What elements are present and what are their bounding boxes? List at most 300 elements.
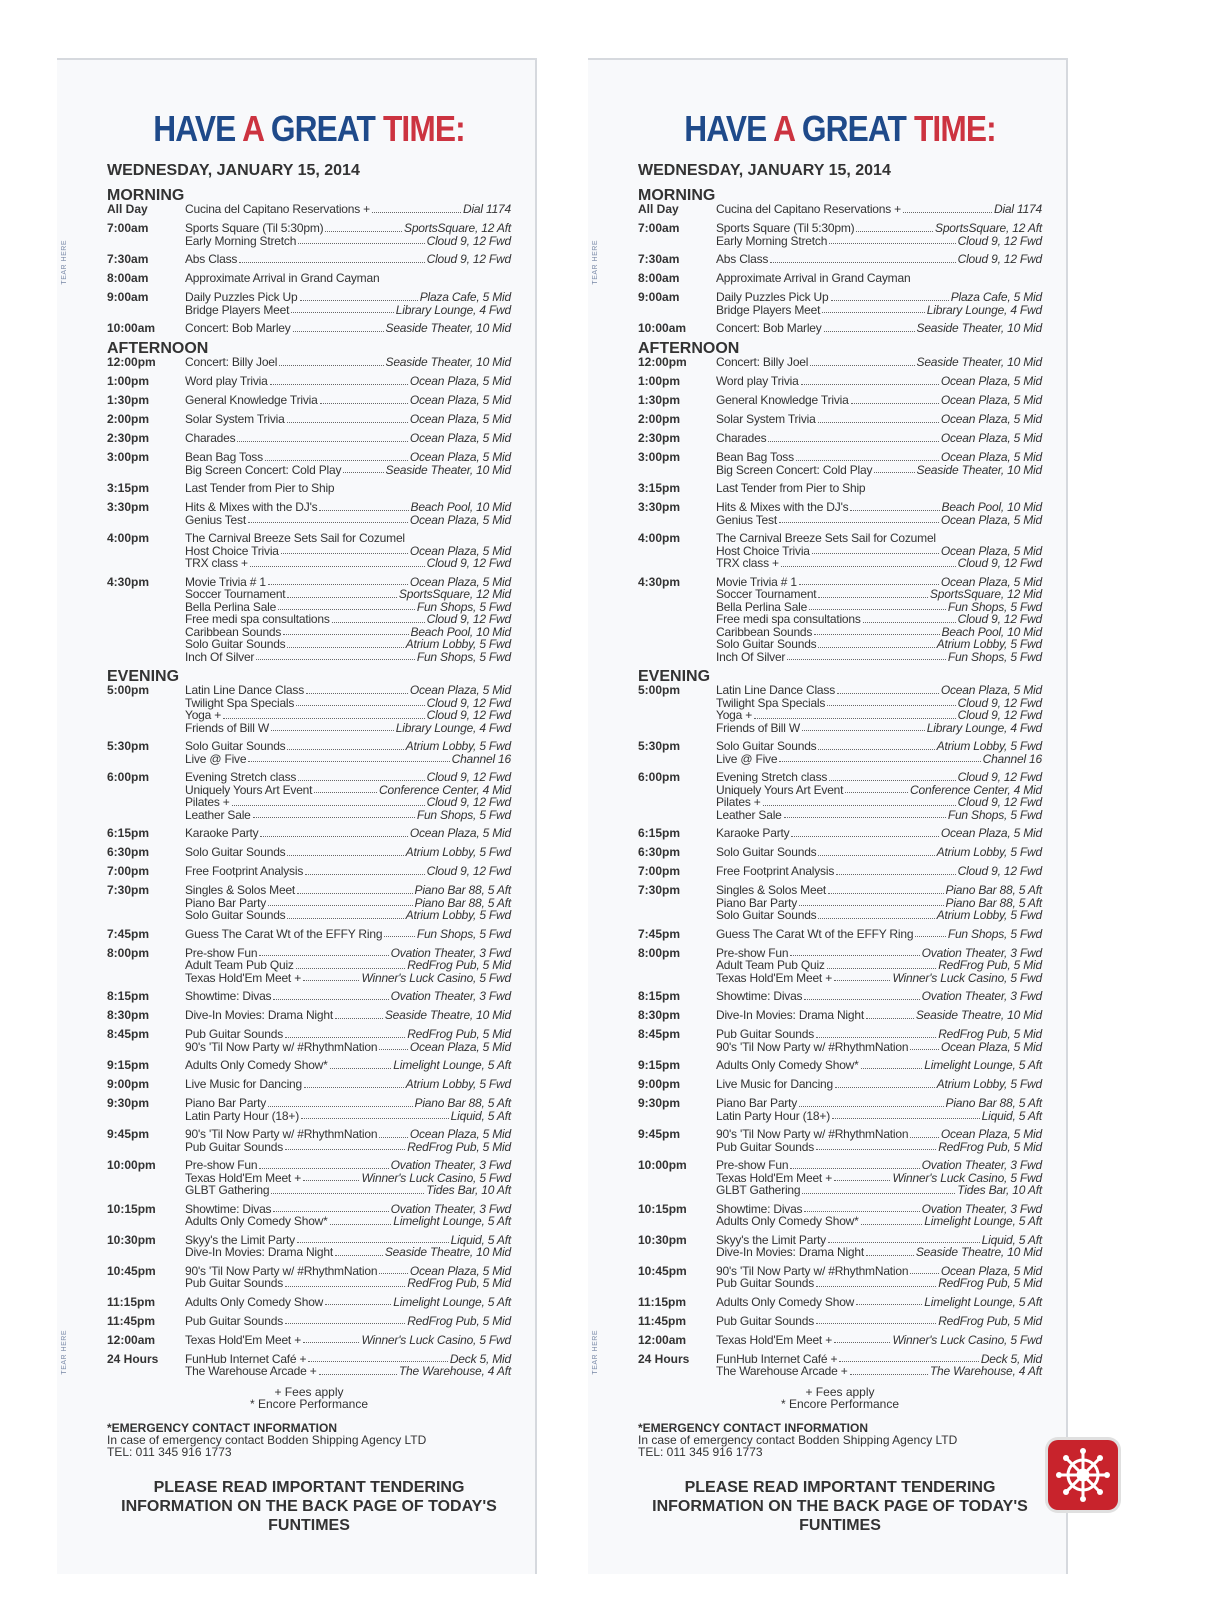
event-name: FunHub Internet Café + xyxy=(185,1351,307,1366)
schedule-row xyxy=(638,451,1042,476)
event-name: Live Music for Dancing xyxy=(185,1077,302,1091)
event-location: Ovation Theater, 3 Fwd xyxy=(921,1201,1042,1216)
dot-leader xyxy=(866,1009,914,1019)
event-location: Ovation Theater, 3 Fwd xyxy=(390,1201,511,1216)
dot-leader xyxy=(802,722,925,732)
event-time: 10:00am xyxy=(107,321,156,335)
event-entry xyxy=(185,394,511,407)
event-name: GLBT Gathering xyxy=(185,1183,270,1197)
event-time: 9:15pm xyxy=(638,1058,681,1072)
footnotes xyxy=(107,1386,511,1410)
event-location: Ocean Plaza, 5 Mid xyxy=(940,574,1042,589)
event-location: Limelight Lounge, 5 Aft xyxy=(924,1294,1042,1309)
tendering-line: INFORMATION ON THE BACK PAGE OF TODAY'S xyxy=(121,1497,497,1515)
dot-leader xyxy=(335,1009,383,1019)
event-entry xyxy=(185,972,511,985)
event-list xyxy=(716,771,1042,821)
schedule-row xyxy=(638,1265,1042,1290)
dot-leader xyxy=(237,432,407,442)
dot-leader xyxy=(270,375,408,385)
event-time: 9:00pm xyxy=(638,1077,681,1091)
event-entry xyxy=(185,884,511,897)
event-name: Word play Trivia xyxy=(716,374,799,388)
event-name: Texas Hold'Em Meet + xyxy=(185,1332,302,1347)
event-time: 8:00am xyxy=(638,271,680,285)
title-word: A xyxy=(773,108,794,149)
event-time: 10:45pm xyxy=(107,1263,156,1278)
dot-leader xyxy=(283,626,408,636)
event-name: Singles & Solos Meet xyxy=(185,883,296,897)
event-time: 3:00pm xyxy=(638,450,681,464)
event-list xyxy=(716,865,1042,878)
event-list xyxy=(185,203,511,216)
event-name: Bella Perlina Sale xyxy=(716,599,808,614)
event-entry xyxy=(185,413,511,426)
event-entry xyxy=(185,272,511,285)
event-location: Fun Shops, 5 Fwd xyxy=(947,649,1042,664)
event-name: Adult Team Pub Quiz xyxy=(185,958,294,972)
schedule-row xyxy=(107,375,511,388)
event-location: Cloud 9, 12 Fwd xyxy=(426,708,511,722)
event-location: Cloud 9, 12 Fwd xyxy=(426,795,511,809)
event-name: Piano Bar Party xyxy=(716,1096,798,1110)
event-entry xyxy=(185,990,511,1003)
dot-leader xyxy=(784,809,946,819)
event-time: 8:45pm xyxy=(107,1027,150,1041)
event-entry xyxy=(185,375,511,388)
event-list xyxy=(185,740,511,765)
event-name: Pre-show Fun xyxy=(716,1158,789,1172)
event-location: Cloud 9, 12 Fwd xyxy=(426,233,511,248)
dot-leader xyxy=(301,1110,449,1120)
event-time: 1:00pm xyxy=(107,374,150,388)
event-location: Ocean Plaza, 5 Mid xyxy=(409,412,511,426)
dot-leader xyxy=(285,1315,405,1325)
dot-leader xyxy=(814,626,939,636)
dot-leader xyxy=(779,514,939,524)
event-entry xyxy=(716,1128,1042,1141)
event-name: Solo Guitar Sounds xyxy=(716,739,817,753)
event-list xyxy=(185,1159,511,1197)
event-name: Latin Party Hour (18+) xyxy=(185,1108,299,1123)
event-entry xyxy=(716,722,1042,735)
dot-leader xyxy=(799,1097,943,1107)
event-time: 5:00pm xyxy=(107,683,150,697)
dot-leader xyxy=(325,1296,391,1306)
event-location: Ocean Plaza, 5 Mid xyxy=(940,374,1042,388)
event-name: Last Tender from Pier to Ship xyxy=(716,481,866,495)
schedule-row xyxy=(638,1159,1042,1197)
event-location: Cloud 9, 12 Fwd xyxy=(957,708,1042,722)
event-time: 9:45pm xyxy=(107,1127,150,1141)
dot-leader xyxy=(296,959,405,969)
event-entry xyxy=(185,203,511,216)
event-name: Live @ Five xyxy=(716,751,778,766)
emergency-contact xyxy=(107,1422,511,1458)
event-list xyxy=(185,222,511,247)
dot-leader xyxy=(816,1315,936,1325)
dot-leader xyxy=(296,697,424,707)
event-location: Limelight Lounge, 5 Aft xyxy=(924,1058,1042,1072)
event-list xyxy=(185,1334,511,1347)
schedule-row xyxy=(107,413,511,426)
event-location: Winner's Luck Casino, 5 Fwd xyxy=(892,970,1042,985)
event-list xyxy=(185,1078,511,1091)
event-location: Atrium Lobby, 5 Fwd xyxy=(936,908,1042,922)
schedule-row xyxy=(107,322,511,335)
event-list xyxy=(716,1315,1042,1328)
dot-leader xyxy=(910,1041,939,1051)
schedule-row xyxy=(638,1097,1042,1122)
schedule-row xyxy=(638,291,1042,316)
event-entry xyxy=(716,322,1042,335)
event-entry xyxy=(716,203,1042,216)
event-time: 24 Hours xyxy=(638,1351,690,1366)
schedule-row xyxy=(638,884,1042,922)
event-entry xyxy=(185,1110,511,1123)
event-entry xyxy=(716,796,1042,809)
event-entry xyxy=(716,928,1042,941)
schedule-row xyxy=(107,1128,511,1153)
dot-leader xyxy=(303,972,359,982)
event-time: 2:00pm xyxy=(638,412,681,426)
event-location: Ocean Plaza, 5 Mid xyxy=(940,1039,1042,1054)
event-name: Karaoke Party xyxy=(716,826,790,840)
event-name: FunHub Internet Café + xyxy=(716,1351,838,1366)
tear-here-label: TEAR HERE xyxy=(61,240,68,285)
event-name: General Knowledge Trivia xyxy=(185,393,318,407)
event-time: 3:30pm xyxy=(638,500,681,514)
tendering-line: PLEASE READ IMPORTANT TENDERING xyxy=(684,1478,996,1496)
schedule-panel-left xyxy=(57,58,537,1574)
event-location: Limelight Lounge, 5 Aft xyxy=(393,1294,511,1309)
dot-leader xyxy=(834,972,890,982)
event-name: Host Choice Trivia xyxy=(716,543,810,558)
event-entry xyxy=(716,638,1042,651)
schedule-row xyxy=(638,322,1042,335)
dot-leader xyxy=(768,432,938,442)
event-time: 3:15pm xyxy=(107,481,150,495)
event-location: Dial 1174 xyxy=(462,202,511,216)
dot-leader xyxy=(223,709,425,719)
event-name: Movie Trivia # 1 xyxy=(716,574,797,589)
event-time: 4:30pm xyxy=(638,574,681,589)
event-list xyxy=(185,501,511,526)
event-entry xyxy=(185,740,511,753)
dot-leader xyxy=(824,322,915,332)
schedule-row xyxy=(107,1009,511,1022)
event-entry xyxy=(716,990,1042,1003)
event-time: 9:00am xyxy=(638,290,680,304)
dot-leader xyxy=(335,1246,383,1256)
event-entry xyxy=(185,1315,511,1328)
dot-leader xyxy=(818,909,934,919)
event-list xyxy=(185,532,511,570)
event-location: Ocean Plaza, 5 Mid xyxy=(940,431,1042,445)
event-list xyxy=(185,1028,511,1053)
event-entry xyxy=(185,959,511,972)
event-time: 6:15pm xyxy=(107,826,150,840)
schedule-row xyxy=(638,1009,1042,1022)
tendering-notice xyxy=(107,1478,511,1535)
event-location: Winner's Luck Casino, 5 Fwd xyxy=(361,1332,511,1347)
dot-leader xyxy=(287,846,403,856)
event-time: 6:00pm xyxy=(638,770,681,784)
event-location: Conference Center, 4 Mid xyxy=(379,782,511,797)
dot-leader xyxy=(863,613,956,623)
event-time: 2:00pm xyxy=(107,412,150,426)
dot-leader xyxy=(303,1172,359,1182)
dot-leader xyxy=(754,709,956,719)
dot-leader xyxy=(305,865,424,875)
event-name: Word play Trivia xyxy=(185,374,268,388)
event-name: Showtime: Divas xyxy=(185,1201,272,1216)
event-location: Cloud 9, 12 Fwd xyxy=(426,770,511,784)
event-location: SportsSquare, 12 Mid xyxy=(929,587,1042,601)
event-name: Solo Guitar Sounds xyxy=(716,908,817,922)
event-name: Adults Only Comedy Show* xyxy=(185,1058,328,1072)
dot-leader xyxy=(818,846,934,856)
schedule-row xyxy=(638,222,1042,247)
dot-leader xyxy=(836,865,955,875)
event-name: Texas Hold'Em Meet + xyxy=(716,1170,833,1185)
event-name: Bean Bag Toss xyxy=(716,450,794,464)
event-name: Piano Bar Party xyxy=(185,1096,267,1110)
event-name: Charades xyxy=(185,431,236,445)
dot-leader xyxy=(829,235,955,245)
schedule-row xyxy=(107,1059,511,1072)
event-time: 8:30pm xyxy=(107,1008,150,1022)
dot-leader xyxy=(822,304,925,314)
event-name: Solo Guitar Sounds xyxy=(185,739,286,753)
event-time: 3:15pm xyxy=(638,481,681,495)
event-name: Solo Guitar Sounds xyxy=(185,908,286,922)
event-time: 7:30pm xyxy=(107,883,150,897)
dot-leader xyxy=(839,1353,979,1363)
event-list xyxy=(716,356,1042,369)
event-name: The Warehouse Arcade + xyxy=(716,1364,848,1378)
schedule-row xyxy=(638,253,1042,266)
event-name: Pilates + xyxy=(716,795,761,809)
event-entry xyxy=(716,959,1042,972)
event-location: RedFrog Pub, 5 Mid xyxy=(938,1139,1042,1154)
schedule-row xyxy=(638,1296,1042,1309)
event-list xyxy=(185,1265,511,1290)
dot-leader xyxy=(268,1097,412,1107)
dot-leader xyxy=(791,827,938,837)
event-name: Yoga + xyxy=(185,708,222,722)
event-location: Ocean Plaza, 5 Mid xyxy=(409,826,511,840)
schedule-content xyxy=(638,108,1042,1535)
event-name: Sports Square (Til 5:30pm) xyxy=(716,221,855,235)
schedule-row xyxy=(638,576,1042,664)
event-list xyxy=(716,1059,1042,1072)
event-entry xyxy=(716,809,1042,822)
event-location: Ocean Plaza, 5 Mid xyxy=(409,1127,511,1141)
event-list xyxy=(716,827,1042,840)
dot-leader xyxy=(300,291,418,301)
event-list xyxy=(185,1009,511,1022)
event-name: Host Choice Trivia xyxy=(185,543,279,558)
event-entry xyxy=(185,588,511,601)
event-list xyxy=(716,1296,1042,1309)
dot-leader xyxy=(781,557,956,567)
event-entry xyxy=(185,291,511,304)
event-list xyxy=(716,1028,1042,1053)
event-list xyxy=(716,413,1042,426)
event-entry xyxy=(185,356,511,369)
event-list xyxy=(716,1203,1042,1228)
dot-leader xyxy=(828,884,943,894)
section-heading: AFTERNOON xyxy=(638,340,740,357)
schedule-row xyxy=(107,684,511,734)
event-location: Limelight Lounge, 5 Aft xyxy=(924,1214,1042,1228)
event-list xyxy=(716,884,1042,922)
event-name: The Carnival Breeze Sets Sail for Cozumel xyxy=(185,531,405,545)
tendering-line: INFORMATION ON THE BACK PAGE OF TODAY'S xyxy=(652,1497,1028,1515)
event-entry xyxy=(185,304,511,317)
event-entry xyxy=(185,638,511,651)
event-time: 11:45pm xyxy=(107,1313,156,1328)
schedule-row xyxy=(107,1159,511,1197)
event-name: Leather Sale xyxy=(185,807,251,822)
dot-leader xyxy=(384,928,415,938)
title-word: TIME: xyxy=(913,108,996,149)
event-list xyxy=(716,394,1042,407)
event-name: Adults Only Comedy Show* xyxy=(716,1058,859,1072)
event-name: TRX class + xyxy=(716,556,779,570)
schedule-row xyxy=(638,947,1042,985)
event-entry xyxy=(185,928,511,941)
event-list xyxy=(716,203,1042,216)
event-entry xyxy=(716,253,1042,266)
encore-note: * Encore Performance xyxy=(249,1396,369,1411)
tendering-line: FUNTIMES xyxy=(799,1516,881,1534)
event-entry xyxy=(185,1365,511,1378)
event-entry xyxy=(185,235,511,248)
dot-leader xyxy=(799,897,943,907)
event-entry xyxy=(185,451,511,464)
event-location: Library Lounge, 4 Fwd xyxy=(926,720,1042,735)
event-location: Plaza Cafe, 5 Mid xyxy=(419,290,511,304)
event-name: Big Screen Concert: Cold Play xyxy=(716,462,873,477)
event-location: RedFrog Pub, 5 Mid xyxy=(407,1139,511,1154)
event-location: SportsSquare, 12 Aft xyxy=(935,221,1042,235)
schedule-row xyxy=(107,451,511,476)
event-location: Cloud 9, 12 Fwd xyxy=(957,233,1042,248)
dot-leader xyxy=(827,959,936,969)
event-name: Bella Perlina Sale xyxy=(185,599,277,614)
event-name: Pub Guitar Sounds xyxy=(716,1313,814,1328)
event-entry xyxy=(716,291,1042,304)
schedule-row xyxy=(107,1296,511,1309)
event-location: Ocean Plaza, 5 Mid xyxy=(409,574,511,589)
event-list xyxy=(185,1296,511,1309)
event-name: Skyy's the Limit Party xyxy=(716,1232,826,1247)
event-time: 8:00am xyxy=(107,271,149,285)
event-name: Approximate Arrival in Grand Cayman xyxy=(185,271,380,285)
event-list xyxy=(185,1234,511,1259)
dot-leader xyxy=(790,947,919,957)
event-entry xyxy=(716,394,1042,407)
event-name: Solar System Trivia xyxy=(716,412,816,426)
event-name: 90's 'Til Now Party w/ #RhythmNation xyxy=(716,1039,909,1054)
event-list xyxy=(185,291,511,316)
dot-leader xyxy=(248,753,449,763)
dot-leader xyxy=(763,796,956,806)
event-location: Winner's Luck Casino, 5 Fwd xyxy=(892,1332,1042,1347)
event-location: Channel 16 xyxy=(451,751,511,766)
event-list xyxy=(185,1128,511,1153)
schedule-sections xyxy=(638,188,1042,1378)
dot-leader xyxy=(804,1203,919,1213)
dot-leader xyxy=(232,796,425,806)
dot-leader xyxy=(332,613,425,623)
schedule-row xyxy=(107,771,511,821)
event-time: 6:15pm xyxy=(638,826,681,840)
event-location: Seaside Theatre, 10 Mid xyxy=(384,1245,511,1259)
event-list xyxy=(716,482,1042,495)
dot-leader xyxy=(816,1141,936,1151)
event-location: Tides Bar, 10 Aft xyxy=(426,1183,511,1197)
event-name: Pub Guitar Sounds xyxy=(185,1276,283,1290)
event-entry xyxy=(185,613,511,626)
dot-leader xyxy=(271,722,394,732)
event-name: Latin Line Dance Class xyxy=(185,683,305,697)
event-name: Adults Only Comedy Show xyxy=(185,1294,324,1309)
event-name: Pre-show Fun xyxy=(185,945,258,960)
event-name: Concert: Bob Marley xyxy=(716,321,822,335)
title-word: GREAT xyxy=(801,108,907,149)
event-entry xyxy=(716,709,1042,722)
event-time: 12:00am xyxy=(107,1332,156,1347)
schedule-row xyxy=(107,272,511,285)
tear-here-label: TEAR HERE xyxy=(592,1330,599,1375)
event-location: Beach Pool, 10 Mid xyxy=(941,500,1042,514)
event-location: Channel 16 xyxy=(982,751,1042,766)
schedule-row xyxy=(107,947,511,985)
dot-leader xyxy=(273,990,388,1000)
event-entry xyxy=(185,771,511,784)
ship-wheel-icon[interactable] xyxy=(1048,1440,1118,1510)
event-time: 6:30pm xyxy=(107,845,150,859)
dot-leader xyxy=(297,884,412,894)
event-time: 8:15pm xyxy=(638,989,681,1003)
event-location: Library Lounge, 4 Fwd xyxy=(926,302,1042,317)
event-location: Library Lounge, 4 Fwd xyxy=(395,720,511,735)
schedule-row xyxy=(107,253,511,266)
dot-leader xyxy=(796,451,939,461)
event-name: Adult Team Pub Quiz xyxy=(716,958,825,972)
event-location: Fun Shops, 5 Fwd xyxy=(416,807,511,822)
event-name: Pub Guitar Sounds xyxy=(716,1027,814,1041)
event-name: Yoga + xyxy=(716,708,753,722)
event-location: RedFrog Pub, 5 Mid xyxy=(407,1276,511,1290)
event-list xyxy=(185,846,511,859)
event-location: Atrium Lobby, 5 Fwd xyxy=(405,845,511,859)
schedule-row xyxy=(638,356,1042,369)
event-entry xyxy=(716,1159,1042,1172)
event-name: The Carnival Breeze Sets Sail for Cozumel xyxy=(716,531,936,545)
event-location: Fun Shops, 5 Fwd xyxy=(416,599,511,614)
event-location: Ovation Theater, 3 Fwd xyxy=(390,1158,511,1172)
event-location: Plaza Cafe, 5 Mid xyxy=(950,290,1042,304)
event-list xyxy=(185,884,511,922)
event-list xyxy=(716,947,1042,985)
event-name: Latin Party Hour (18+) xyxy=(716,1108,830,1123)
event-name: Concert: Billy Joel xyxy=(716,355,809,369)
event-time: 6:30pm xyxy=(638,845,681,859)
